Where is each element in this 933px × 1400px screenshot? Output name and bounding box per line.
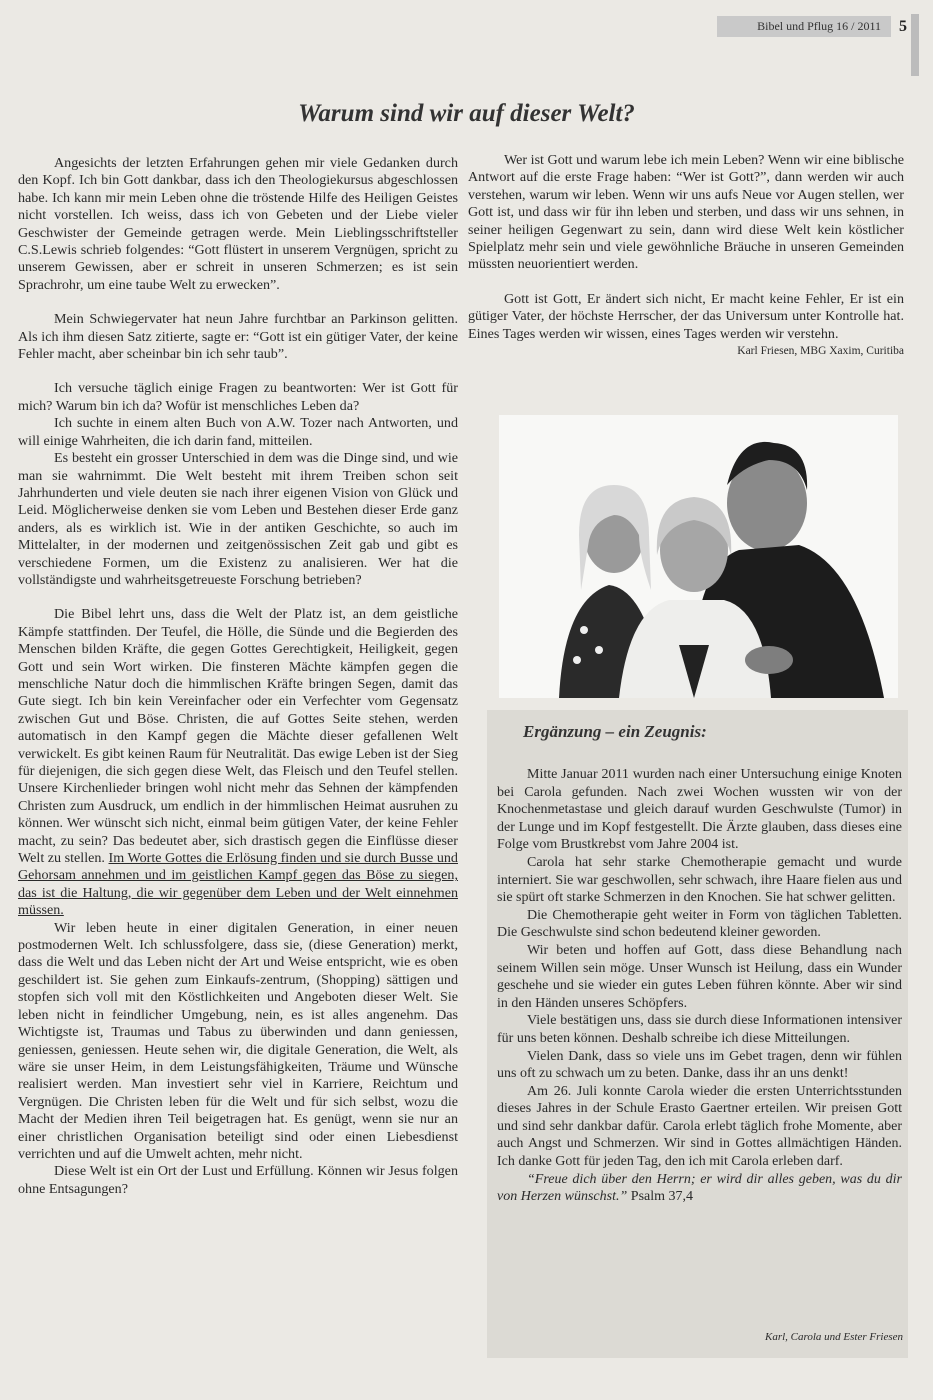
author-signature: Karl Friesen, MBG Xaxim, Curitiba — [737, 345, 904, 358]
family-photo-illustration — [499, 415, 898, 698]
paragraph-text: Die Bibel lehrt uns, dass die Welt der Platz ist, an dem geistliche Kämpfe stattfinden. Der Teufel, die Hölle, die Sünde und die Begierden des Menschen bilden Kräfte, die gegen Gottes Gerechtigkeit, Heiligkeit, gegen Gott und sein Wort wirken. Die finsteren Mächte kämpfen gegen die menschliche Natur doch die himmlischen Kräfte bringen Segen, damit das Gute siegt. Ich bin kein Vereinfacher oder ein Verfechter vom Gegensatz zwischen Gut und Böse. Christen, die auf Gottes Seite stehen, werden automatisch in den Kampf gegen die Mächte dieser gefallenen Welt verwickelt. Es gibt keinen Raum für Neutralität. Das ewige Leben ist der Sieg für diejenigen, die sich gegen diese Welt, das Fleisch und den Teufel stellen. Unsere Kirchenlieder bringen wohl nicht mehr das Sehnen der kämpfenden Christen zum Ausdruck, um endlich in der himmlischen Heimat ausruhen zu können. Wer wünscht sich nicht, einmal beim gütigen Vater, der keine Fehler macht, zu sein? Das bedeutet aber, sich drastisch gegen die Einflüsse dieser Welt zu stellen. — [18, 606, 458, 867]
paragraph: Wer ist Gott und warum lebe ich mein Leben? Wenn wir eine biblische Antwort auf die erste Frage haben: “Wer ist Gott?”, dann werden wir auch verstehen, warum wir leben. Wenn wir uns aufs Neue vor Augen stellen, wer Gott ist, und dass wir für ihn leben und sterben, und dass wir uns sehnen, in seiner heiligen Gegenwart zu sein, dann wird diese Welt kein köstlicher Spielplatz mehr sein und viele gewöhnliche Bräuche in unseren Gemeinden müssten neuorientiert werden. — [468, 152, 904, 273]
right-column — [468, 152, 904, 360]
bible-quote — [497, 1171, 902, 1206]
paragraph: Es besteht ein grosser Unterschied in dem was die Dinge sind, und wie man sie wahrnimmt. Die Welt besteht mit ihrem Treiben schon seit Jahrhunderten und viele deuten sie nach ihrer eigenen Vision von Glück und Leid. Möglicherweise denken sie vom Leben und Bestehen dieser Erde ganz anders, als es wirklich ist. Wie in der antiken Geschichte, so auch im Mittelalter, in der modernen und zeitgenössischen Zeit gab und gibt es verschiedene Formen, um die Existenz zu analisieren. Wer hat die vollständigste und wahrheitsgetreueste Forschung betrieben? — [18, 450, 458, 588]
paragraph: Die Chemotherapie geht weiter in Form von täglichen Tabletten. Die Geschwulste sind schon bedeutend kleiner geworden. — [497, 907, 902, 941]
paragraph: Mitte Januar 2011 wurden nach einer Untersuchung einige Knoten bei Carola gefunden. Nach zwei Wochen wussten wir von der Knochenmetastase und gleich darauf wurden Geschwulste (Tumor) in der Lunge und im Kopf festgestellt. Die Ärzte glauben, dass dieses eine Folge vom Brustkrebst vom Jahre 2004 ist. — [497, 767, 902, 853]
page-number: 5 — [899, 17, 907, 35]
underlined-statement: Im Worte Gottes die Erlösung finden und sie durch Busse und Gehorsam annehmen und im geistlichen Kampf gegen das Böse zu siegen, das ist die Haltung, die wir gegenüber dem Leben und der Welt einnehmen müssen. — [18, 850, 458, 919]
paragraph: Wir leben heute in einer digitalen Generation, in einer neuen postmodernen Welt. Ich schlussfolgere, dass sie, (diese Generation) merkt, dass die Welt und das Leben nicht der Art und Weise entspricht, wie es oben geschildert ist. Sie gehen zum Einkaufs-zentrum, (Shopping) sättigen und stopfen sich voll mit den Köstlichkeiten und Angeboten dieser Welt. Sie leben nicht in feindlicher Umgebung, nein, es ist alles angenehm. Das Wichtigste ist, Traumas und Tabus zu überwinden und dann geniessen, geniessen, geniessen. Heute sehen wir, die digitale Generation, die Welt, als wäre sie unser Heim, in dem Leistungsfähigkeiten, Träume und Wünsche realisiert werden. Man investiert sehr viel in Karriere, Reichtum und Vergnügen. Die Christen leben für die Welt und für sich selbst, wozu die Macht der Medien ihren Teil beigetragen hat. Es genügt, wenn sie nur an einer christlichen Organisation beteiligt sind oder einen Liebesdienst verrichten und auf die Umwelt achten, mehr nicht. — [18, 919, 458, 1162]
paragraph: Carola hat sehr starke Chemotherapie gemacht und wurde interniert. Sie war geschwollen, sehr schwach, ihre Haare fielen aus und sie spürt oft starke Schmerzen in den Knochen. Sie hat schwer gelitten. — [497, 854, 902, 906]
family-photo — [499, 415, 898, 698]
paragraph: Ich suchte in einem alten Buch von A.W. Tozer nach Antworten, und will einige Wahrheiten, die ich darin fand, mitteilen. — [18, 415, 458, 449]
testimony-title: Ergänzung – ein Zeugnis: — [523, 722, 707, 741]
paragraph: Diese Welt ist ein Ort der Lust und Erfüllung. Können wir Jesus folgen ohne Entsagungen? — [18, 1163, 458, 1197]
paragraph: Mein Schwiegervater hat neun Jahre furchtbar an Parkinson gelitten. Als ich ihm diesen Satz zitierte, sagte er: “Gott ist ein gütiger Vater, der keine Fehler macht, aber scheinbar bin ich sehr taub”. — [18, 311, 458, 363]
paragraph: Angesichts der letzten Erfahrungen gehen mir viele Gedanken durch den Kopf. Ich bin Gott dankbar, dass ich den Theologiekursus abgeschlossen habe. Ich kann mir mein Leben ohne die tröstende Hilfe des Heiligen Geistes nicht vorstellen. Ich weiss, dass ich von Gebeten und der Liebe vieler Geschwister der Gemeinde getragen werde. Mein Lieblingsschriftsteller C.S.Lewis schrieb folgendes: “Gott flüstert in unserem Vergnügen, spricht zu unserem Gewissen, aber er schreit in unseren Schmerzen; es ist sein Sprachrohr, um eine taube Welt zu erwecken”. — [18, 155, 458, 293]
paragraph — [18, 606, 458, 919]
testimony-signature: Karl, Carola und Ester Friesen — [764, 1331, 903, 1343]
page-header — [717, 16, 907, 37]
paragraph: Viele bestätigen uns, dass sie durch diese Informationen intensiver für uns beten können. Deshalb schreibe ich diese Mitteilungen. — [497, 1013, 902, 1046]
page-edge-marker — [911, 14, 919, 76]
quote-text: “Freue dich über den Herrn; er wird dir alles geben, was du dir von Herzen wünschst.” — [497, 1171, 902, 1205]
quote-reference: Psalm 37,4 — [630, 1189, 694, 1205]
magazine-name: Bibel und Pflug 16 / 2011 — [717, 16, 891, 37]
paragraph: Am 26. Juli konnte Carola wieder die ersten Unterrichtsstunden dieses Jahres in der Schule Erasto Gaertner erteilen. Wir preisen Gott und sind sehr dankbar dafür. Carola erlebt täglich frohe Momente, aber auch Angst und Schmerzen. Wir sind in Gottes allmächtigen Händen. Ich danke Gott für jeden Tag, den ich mit Carola erleben darf. — [497, 1083, 902, 1170]
paragraph: Vielen Dank, dass so viele uns im Gebet tragen, denn wir fühlen uns oft zu schwach um zu beten. Danke, dass ihr an uns denkt! — [497, 1048, 902, 1082]
paragraph: Wir beten und hoffen auf Gott, dass diese Behandlung nach seinem Willen sein möge. Unser Wunsch ist Heilung, dass ein Wunder geschehe und sie wieder ein gutes Leben führen könnte. Aber wir sind in den Händen unseres Schöpfers. — [497, 942, 902, 1011]
paragraph: Ich versuche täglich einige Fragen zu beantworten: Wer ist Gott für mich? Warum bin ich da? Wofür ist menschliches Leben da? — [18, 380, 458, 414]
paragraph: Gott ist Gott, Er ändert sich nicht, Er macht keine Fehler, Er ist ein gütiger Vater, der höchste Herrscher, der das Universum unter Kontrolle hat. Eines Tages werden wir wissen, eines Tages werden wir verstehn. — [468, 290, 904, 342]
testimony-text — [497, 766, 902, 1206]
left-column — [18, 155, 458, 1198]
article-title: Warum sind wir auf dieser Welt? — [298, 100, 635, 127]
